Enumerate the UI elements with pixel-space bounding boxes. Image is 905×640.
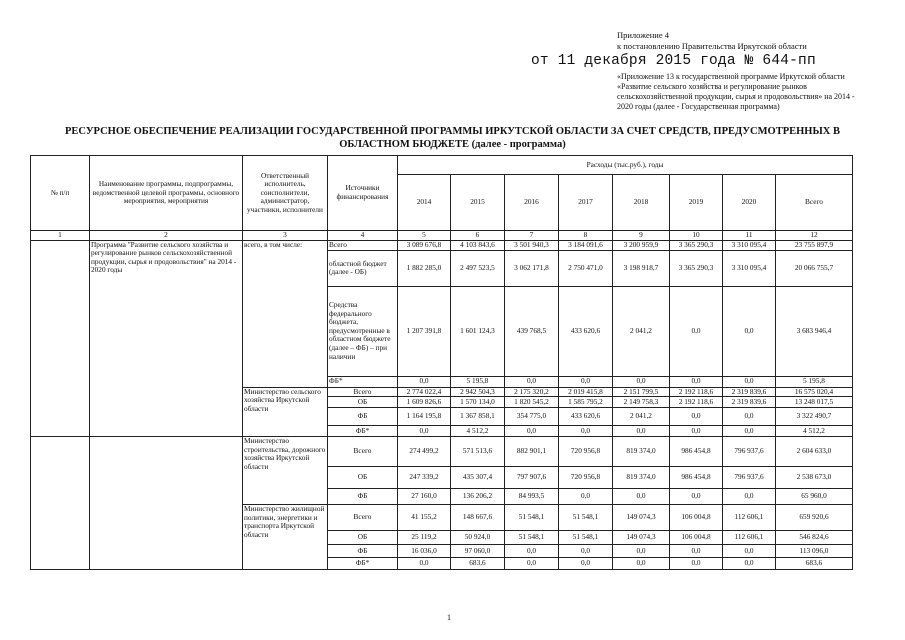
page-number: 1	[447, 613, 451, 622]
value-cell: 0,0	[670, 286, 723, 376]
value-cell: 149 074,3	[613, 505, 670, 531]
value-cell: 3 501 940,3	[505, 240, 559, 250]
funding-source: ОБ	[328, 531, 398, 545]
header-total: Всего	[776, 175, 853, 231]
value-cell: 41 155,2	[398, 505, 451, 531]
column-number: 4	[328, 231, 398, 241]
table-body	[31, 156, 853, 570]
value-cell: 2 175 320,2	[505, 387, 559, 397]
value-cell: 4 512,2	[776, 426, 853, 437]
funding-source: ОБ	[328, 397, 398, 408]
column-number: 9	[613, 231, 670, 241]
header-row-1	[31, 156, 853, 175]
value-cell: 0,0	[723, 408, 776, 426]
annex-note: «Приложение 13 к государственной программе Иркутской области «Развитие сельского хозяйства и регулирование рынков сельскохозяйственной продукции, сырья и продовольствия» на 2014 - 2020 годы (далее - Государственная программа)	[617, 72, 855, 111]
value-cell: 0,0	[670, 489, 723, 505]
row-number-cell	[31, 437, 90, 570]
value-cell: 1 207 391,8	[398, 286, 451, 376]
header-year: 2017	[559, 175, 613, 231]
value-cell: 683,6	[776, 558, 853, 570]
funding-source: ФБ	[328, 489, 398, 505]
funding-source: ФБ	[328, 408, 398, 426]
table-row	[31, 240, 853, 250]
value-cell: 4 103 843,6	[451, 240, 505, 250]
value-cell: 0,0	[559, 558, 613, 570]
value-cell: 0,0	[505, 426, 559, 437]
value-cell: 2 192 118,6	[670, 397, 723, 408]
column-number: 2	[90, 231, 243, 241]
column-number: 6	[451, 231, 505, 241]
value-cell: 0,0	[613, 376, 670, 387]
value-cell: 0,0	[670, 376, 723, 387]
value-cell: 5 195,8	[776, 376, 853, 387]
value-cell: 720 956,8	[559, 437, 613, 467]
table-row	[31, 437, 853, 467]
value-cell: 0,0	[559, 545, 613, 558]
value-cell: 97 060,0	[451, 545, 505, 558]
value-cell: 3 683 946,4	[776, 286, 853, 376]
value-cell: 3 310 095,4	[723, 240, 776, 250]
value-cell: 0,0	[723, 558, 776, 570]
value-cell: 819 374,0	[613, 467, 670, 489]
value-cell: 796 937,6	[723, 437, 776, 467]
value-cell: 3 089 676,8	[398, 240, 451, 250]
value-cell: 571 513,6	[451, 437, 505, 467]
value-cell: 1 585 795,2	[559, 397, 613, 408]
funding-source: Всего	[328, 505, 398, 531]
value-cell: 0,0	[559, 376, 613, 387]
value-cell: 0,0	[505, 376, 559, 387]
value-cell: 2 319 839,6	[723, 387, 776, 397]
value-cell: 25 119,2	[398, 531, 451, 545]
value-cell: 51 548,1	[505, 531, 559, 545]
column-number: 7	[505, 231, 559, 241]
value-cell: 2 774 022,4	[398, 387, 451, 397]
header-year: 2018	[613, 175, 670, 231]
value-cell: 0,0	[670, 426, 723, 437]
value-cell: 0,0	[613, 545, 670, 558]
value-cell: 1 882 285,0	[398, 250, 451, 286]
value-cell: 2 041,2	[613, 286, 670, 376]
program-name: Программа "Развитие сельского хозяйства и регулирование рынков сельскохозяйственной продукции, сырья и продовольствия" на 2014 - 2020 годы	[90, 240, 243, 437]
value-cell: 149 074,3	[613, 531, 670, 545]
value-cell: 0,0	[723, 545, 776, 558]
value-cell: 0,0	[670, 545, 723, 558]
header-source: Источники финансирования	[328, 156, 398, 231]
value-cell: 20 066 755,7	[776, 250, 853, 286]
value-cell: 797 907,6	[505, 467, 559, 489]
value-cell: 84 993,5	[505, 489, 559, 505]
value-cell: 16 036,0	[398, 545, 451, 558]
value-cell: 113 096,0	[776, 545, 853, 558]
value-cell: 112 606,1	[723, 531, 776, 545]
resource-table	[30, 155, 853, 570]
value-cell: 1 601 124,3	[451, 286, 505, 376]
value-cell: 274 499,2	[398, 437, 451, 467]
value-cell: 986 454,8	[670, 437, 723, 467]
value-cell: 0,0	[670, 408, 723, 426]
value-cell: 247 339,2	[398, 467, 451, 489]
value-cell: 0,0	[559, 426, 613, 437]
value-cell: 0,0	[670, 558, 723, 570]
value-cell: 2 319 839,6	[723, 397, 776, 408]
value-cell: 3 310 095,4	[723, 250, 776, 286]
value-cell: 1 570 134,0	[451, 397, 505, 408]
appendix-line-1: Приложение 4	[617, 30, 669, 40]
funding-source: ФБ	[328, 545, 398, 558]
value-cell: 435 307,4	[451, 467, 505, 489]
document-title: РЕСУРСНОЕ ОБЕСПЕЧЕНИЕ РЕАЛИЗАЦИИ ГОСУДАРСТВЕННОЙ ПРОГРАММЫ ИРКУТСКОЙ ОБЛАСТИ ЗА СЧЕТ СРЕДСТВ, ПРЕДУСМОТРЕННЫХ В ОБЛАСТНОМ БЮДЖЕТЕ (далее - программа)	[64, 126, 840, 150]
value-cell: 796 937,6	[723, 467, 776, 489]
value-cell: 0,0	[559, 489, 613, 505]
ministry-name: Министерство строительства, дорожного хозяйства Иркутской области	[243, 437, 328, 505]
value-cell: 0,0	[723, 489, 776, 505]
value-cell: 659 920,6	[776, 505, 853, 531]
header-name: Наименование программы, подпрограммы, ведомственной целевой программы, основного мероприятия, мероприятия	[90, 156, 243, 231]
name-cell	[90, 437, 243, 570]
header-expenses: Расходы (тыс.руб.), годы	[398, 156, 853, 175]
value-cell: 1 367 858,1	[451, 408, 505, 426]
value-cell: 2 019 415,8	[559, 387, 613, 397]
column-number: 11	[723, 231, 776, 241]
decree-date-stamp: от 11 декабря 2015 года № 644-пп	[531, 53, 816, 69]
appendix-note	[617, 30, 807, 52]
header-num: № п/п	[31, 156, 90, 231]
header-year: 2014	[398, 175, 451, 231]
value-cell: 3 184 091,6	[559, 240, 613, 250]
funding-source: Всего	[328, 437, 398, 467]
header-year: 2020	[723, 175, 776, 231]
value-cell: 2 041,2	[613, 408, 670, 426]
value-cell: 2 149 758,3	[613, 397, 670, 408]
value-cell: 433 620,6	[559, 286, 613, 376]
value-cell: 5 195,8	[451, 376, 505, 387]
funding-source: ФБ*	[328, 426, 398, 437]
value-cell: 106 004,8	[670, 505, 723, 531]
value-cell: 354 775,0	[505, 408, 559, 426]
value-cell: 882 901,1	[505, 437, 559, 467]
column-number: 8	[559, 231, 613, 241]
value-cell: 0,0	[723, 426, 776, 437]
value-cell: 51 548,1	[505, 505, 559, 531]
value-cell: 3 365 290,3	[670, 250, 723, 286]
value-cell: 0,0	[505, 558, 559, 570]
appendix-line-2: к постановлению Правительства Иркутской области	[617, 41, 807, 51]
value-cell: 3 322 490,7	[776, 408, 853, 426]
value-cell: 0,0	[398, 376, 451, 387]
value-cell: 16 575 020,4	[776, 387, 853, 397]
value-cell: 0,0	[613, 489, 670, 505]
value-cell: 720 956,8	[559, 467, 613, 489]
funding-source: Всего	[328, 240, 398, 250]
ministry-name: Министерство жилищной политики, энергетики и транспорта Иркутской области	[243, 505, 328, 570]
value-cell: 51 548,1	[559, 505, 613, 531]
value-cell: 4 512,2	[451, 426, 505, 437]
value-cell: 65 960,0	[776, 489, 853, 505]
value-cell: 3 365 290,3	[670, 240, 723, 250]
value-cell: 0,0	[398, 558, 451, 570]
value-cell: 1 164 195,8	[398, 408, 451, 426]
value-cell: 13 248 017,5	[776, 397, 853, 408]
value-cell: 2 942 504,3	[451, 387, 505, 397]
value-cell: 0,0	[613, 558, 670, 570]
funding-source: областной бюджет (далее - ОБ)	[328, 250, 398, 286]
header-year: 2015	[451, 175, 505, 231]
value-cell: 0,0	[505, 545, 559, 558]
program-responsible: всего, в том числе:	[243, 240, 328, 387]
value-cell: 439 768,5	[505, 286, 559, 376]
value-cell: 0,0	[398, 426, 451, 437]
funding-source: ФБ*	[328, 376, 398, 387]
value-cell: 3 198 918,7	[613, 250, 670, 286]
value-cell: 136 206,2	[451, 489, 505, 505]
value-cell: 2 497 523,5	[451, 250, 505, 286]
value-cell: 112 606,1	[723, 505, 776, 531]
value-cell: 23 755 897,9	[776, 240, 853, 250]
value-cell: 819 374,0	[613, 437, 670, 467]
column-number: 1	[31, 231, 90, 241]
value-cell: 3 062 171,8	[505, 250, 559, 286]
value-cell: 0,0	[723, 376, 776, 387]
ministry-name: Министерство сельского хозяйства Иркутской области	[243, 387, 328, 437]
value-cell: 546 824,6	[776, 531, 853, 545]
value-cell: 2 538 673,0	[776, 467, 853, 489]
funding-source: Всего	[328, 387, 398, 397]
column-number: 12	[776, 231, 853, 241]
value-cell: 27 160,0	[398, 489, 451, 505]
column-number: 5	[398, 231, 451, 241]
value-cell: 0,0	[613, 426, 670, 437]
funding-source: ФБ*	[328, 558, 398, 570]
value-cell: 148 667,6	[451, 505, 505, 531]
value-cell: 1 609 826,6	[398, 397, 451, 408]
column-number: 3	[243, 231, 328, 241]
value-cell: 51 548,1	[559, 531, 613, 545]
value-cell: 3 200 959,9	[613, 240, 670, 250]
value-cell: 986 454,8	[670, 467, 723, 489]
funding-source: ОБ	[328, 467, 398, 489]
value-cell: 50 924,0	[451, 531, 505, 545]
funding-source: Средства федерального бюджета, предусмотренные в областном бюджете (далее – ФБ) – при наличии	[328, 286, 398, 376]
value-cell: 0,0	[723, 286, 776, 376]
value-cell: 433 620,6	[559, 408, 613, 426]
value-cell: 2 151 799,5	[613, 387, 670, 397]
value-cell: 683,6	[451, 558, 505, 570]
value-cell: 1 820 545,2	[505, 397, 559, 408]
value-cell: 2 604 633,0	[776, 437, 853, 467]
header-year: 2016	[505, 175, 559, 231]
header-year: 2019	[670, 175, 723, 231]
row-number-cell	[31, 240, 90, 437]
column-number: 10	[670, 231, 723, 241]
header-responsible: Ответственный исполнитель, соисполнители, администратор, участники, исполнители	[243, 156, 328, 231]
value-cell: 2 750 471,0	[559, 250, 613, 286]
value-cell: 106 004,8	[670, 531, 723, 545]
column-number-row	[31, 231, 853, 241]
value-cell: 2 192 118,6	[670, 387, 723, 397]
